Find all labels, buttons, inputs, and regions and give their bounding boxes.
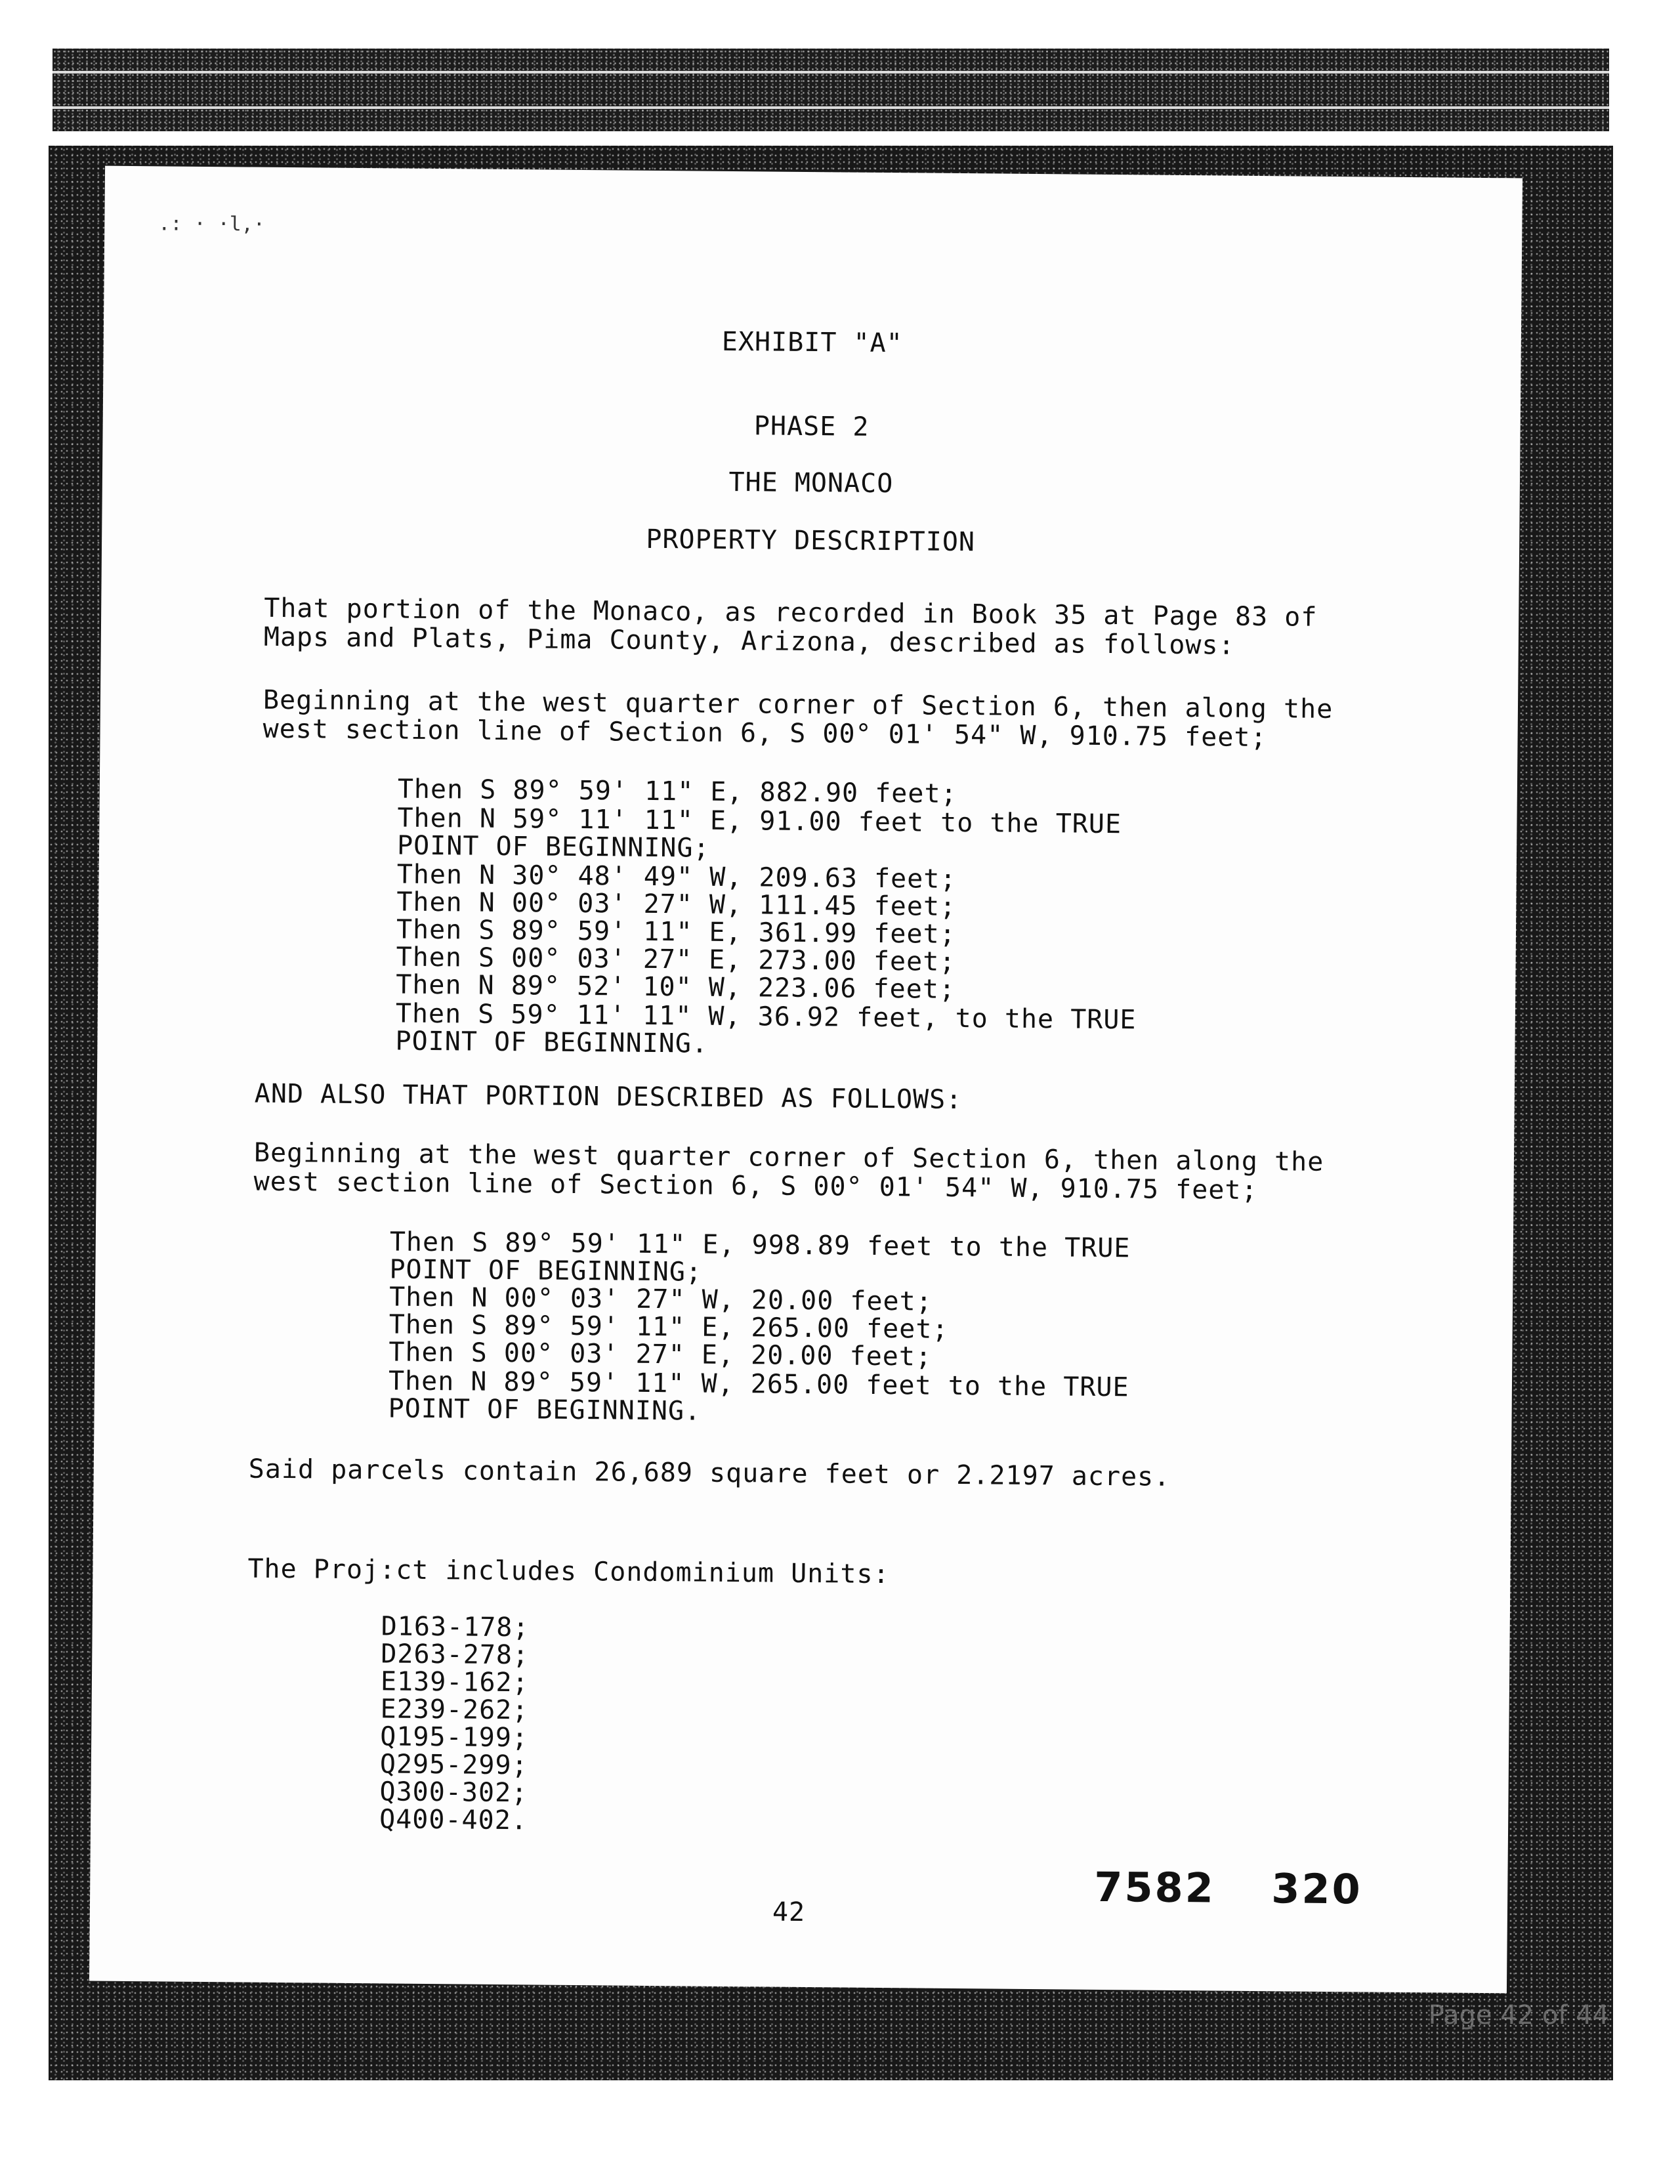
parcel1-course: Then N 30° 48' 49" W, 209.63 feet; [396,859,957,894]
parcel1-course: Then N 89° 52' 10" W, 223.06 feet; [396,969,956,1005]
unit-range: Q300-302; [379,1776,528,1809]
project-name: THE MONACO [728,467,894,499]
parcel1-course: Then S 89° 59' 11" E, 361.99 feet; [396,914,956,950]
unit-range: Q295-299; [379,1749,528,1781]
intro-line-2: Maps and Plats, Pima County, Arizona, described as follows: [263,621,1235,661]
unit-range: E139-162; [380,1666,529,1698]
parcel2-course: Then S 89° 59' 11" E, 998.89 feet to the TRUE [389,1227,1131,1264]
phase-title: PHASE 2 [753,411,870,442]
parcel2-course: Then S 00° 03' 27" E, 20.00 feet; [388,1337,933,1372]
exhibit-title: EXHIBIT "A" [721,326,903,359]
parcel1-beginning-2: west section line of Section 6, S 00° 01' 54" W, 910.75 feet; [262,713,1267,753]
unit-range: E239-262; [380,1694,529,1726]
unit-range: Q400-402. [379,1804,528,1836]
parcel1-course: Then S 00° 03' 27" E, 273.00 feet; [396,942,956,977]
parcel2-course: POINT OF BEGINNING. [388,1393,702,1427]
parcel1-course: POINT OF BEGINNING; [396,830,710,864]
document-page [89,166,1522,1994]
parcel1-course: Then S 89° 59' 11" E, 882.90 feet; [397,774,957,809]
scan-speckle-marks: .: · ·l,· [158,212,266,236]
docket-page-number: 320 [1270,1864,1363,1914]
scan-top-border [52,49,1609,131]
parcel2-course: POINT OF BEGINNING; [389,1254,703,1288]
parcel1-beginning-1: Beginning at the west quarter corner of Section 6, then along the [262,684,1334,724]
also-heading: AND ALSO THAT PORTION DESCRIBED AS FOLLOWS: [254,1078,963,1116]
page-number: 42 [772,1897,806,1928]
units-intro: The Proj:ct includes Condominium Units: [247,1553,890,1590]
parcel2-course: Then N 00° 03' 27" W, 20.00 feet; [388,1282,933,1317]
scan-stripe [52,106,1609,109]
parcel1-course: POINT OF BEGINNING. [395,1026,709,1059]
area-summary: Said parcels contain 26,689 square feet or 2.2197 acres. [248,1454,1171,1492]
page-stamp: Page 42 of 44 [1428,2000,1609,2030]
parcel2-course: Then N 89° 59' 11" W, 265.00 feet to the TRUE [388,1366,1129,1403]
unit-range: D163-178; [381,1611,530,1643]
parcel1-course: Then N 59° 11' 11" E, 91.00 feet to the TRUE [397,803,1122,840]
scan-stripe [52,71,1609,74]
parcel1-course: Then S 59° 11' 11" W, 36.92 feet, to the TRUE [395,998,1137,1036]
parcel1-course: Then N 00° 03' 27" W, 111.45 feet; [396,887,957,922]
section-title: PROPERTY DESCRIPTION [646,524,976,558]
unit-range: Q195-199; [380,1721,529,1754]
parcel2-beginning-2: west section line of Section 6, S 00° 01' 54" W, 910.75 feet; [253,1166,1258,1206]
unit-range: D263-278; [381,1639,530,1671]
parcel2-course: Then S 89° 59' 11" E, 265.00 feet; [388,1309,949,1345]
intro-line-1: That portion of the Monaco, as recorded in Book 35 at Page 83 of [264,593,1318,633]
parcel2-beginning-1: Beginning at the west quarter corner of Section 6, then along the [253,1137,1324,1177]
docket-number: 7582 [1093,1862,1216,1912]
